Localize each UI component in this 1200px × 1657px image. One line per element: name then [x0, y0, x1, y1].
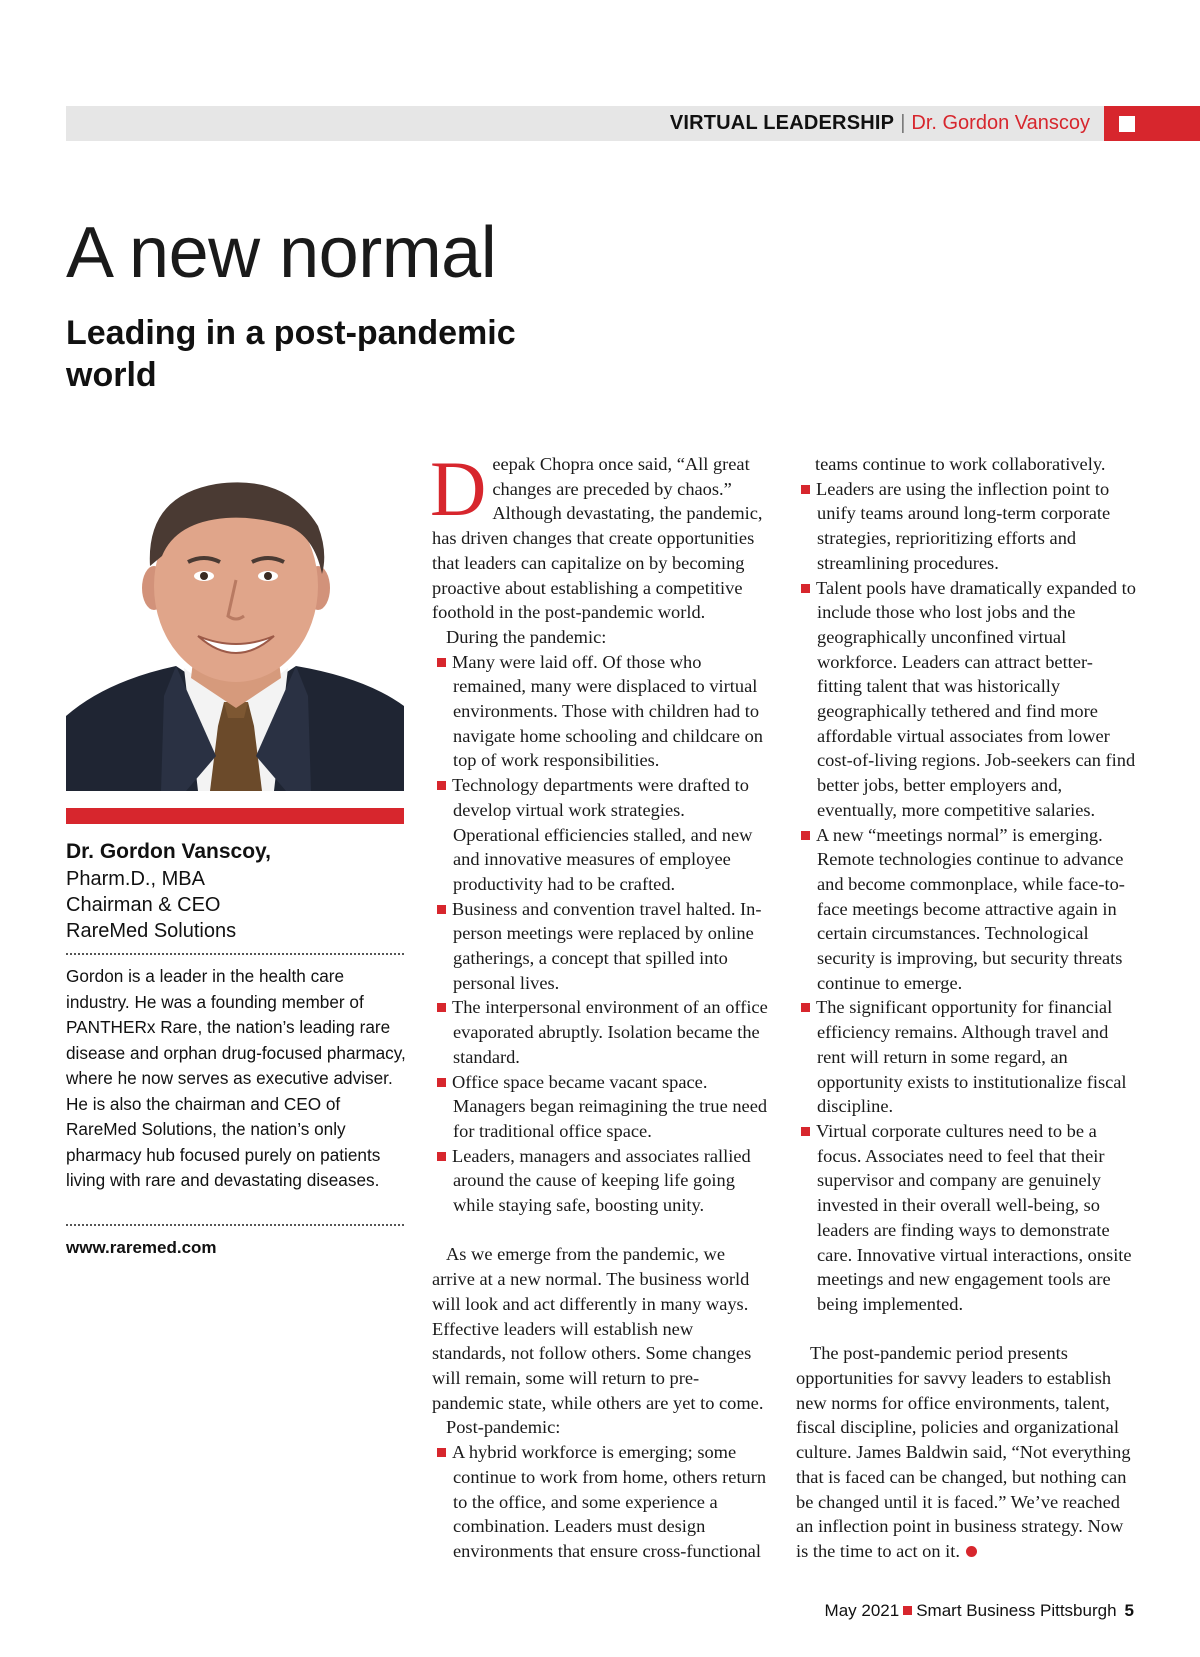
bullet-square-icon — [801, 831, 810, 840]
author-name: Dr. Gordon Vanscoy, — [66, 840, 271, 863]
bullet-square-icon — [437, 1078, 446, 1087]
footer-publication: Smart Business Pittsburgh — [916, 1601, 1117, 1620]
bullet-square-icon — [437, 1448, 446, 1457]
header-red-block — [1104, 106, 1200, 141]
list-item: Leaders, managers and associates rallied around the cause of keeping life going while staying safe, boosting unity. — [432, 1144, 768, 1218]
list-item: The significant opportunity for financial efficiency remains. Although travel and rent will return in some regard, an opportunity exists to institutionalize fiscal discipline. — [796, 995, 1136, 1119]
portrait-illustration — [66, 456, 404, 791]
bullet-square-icon — [437, 1152, 446, 1161]
list-item: A hybrid workforce is emerging; some continue to work from home, others return to the office, and some experience a combination. Leaders must design environments that ensure cross-functional — [432, 1440, 768, 1564]
photo-accent-bar — [66, 808, 404, 824]
paragraph-gap — [796, 1317, 1136, 1342]
during-heading: During the pandemic: — [446, 626, 607, 647]
page-number: 5 — [1124, 1601, 1134, 1620]
body-column-1 — [430, 445, 768, 1564]
author-photo — [66, 456, 404, 791]
intro-text: eepak Chopra once said, “All great changes are preceded by chaos.” Although devastating, the pandemic, has driven changes that create opportunities that leaders can capitalize on by becoming proactive about establishing a competitive foothold in the post-pandemic world. — [432, 454, 763, 623]
footer-date: May 2021 — [824, 1601, 900, 1620]
square-icon — [1119, 116, 1135, 132]
running-header — [670, 106, 1090, 141]
list-item: Leaders are using the inflection point to unify teams around long-term corporate strategies, reprioritizing efforts and streamlining procedures. — [796, 477, 1136, 576]
emerge-paragraph: As we emerge from the pandemic, we arrive at a new normal. The business world will look and act differently in many ways. Effective leaders will establish new standards, not follow others. Some changes will remain, some will return to pre-pandemic state, while others are yet to come. — [432, 1244, 764, 1413]
footer-square-icon — [903, 1606, 912, 1615]
bullet-square-icon — [437, 905, 446, 914]
author-role: Chairman & CEO — [66, 894, 221, 916]
list-item: Business and convention travel halted. In-person meetings were replaced by online gatherings, a concept that spilled into personal lives. — [432, 897, 768, 996]
list-item: Talent pools have dramatically expanded to include those who lost jobs and the geographically unconfined virtual workforce. Leaders can attract better-fitting talent that was historically geographically tethered and find more affordable virtual associates from lower cost-of-living regions. Job-seekers can find better jobs, better employers and, eventually, more competitive salaries. — [796, 576, 1136, 823]
bullet-square-icon — [801, 485, 810, 494]
dotted-divider — [66, 953, 404, 955]
post-heading: Post-pandemic: — [446, 1417, 561, 1438]
header-separator: | — [900, 112, 906, 134]
header-author: Dr. Gordon Vanscoy — [911, 112, 1090, 134]
author-website-link[interactable]: www.raremed.com — [66, 1238, 217, 1257]
bullet-square-icon — [437, 658, 446, 667]
list-item: A new “meetings normal” is emerging. Remote technologies continue to advance and become commonplace, while face-to-face meetings become attractive again in certain circumstances. Technological security is improving, but security threats continue to emerge. — [796, 823, 1136, 996]
bullet-square-icon — [801, 584, 810, 593]
bullet-square-icon — [437, 781, 446, 790]
list-item: Virtual corporate cultures need to be a focus. Associates need to feel that their supervisor and company are genuinely invested in their overall well-being, so leaders are finding ways to demonstrate care. Innovative virtual interactions, onsite meetings and new engagement tools are being implemented. — [796, 1119, 1136, 1317]
author-credentials: Pharm.D., MBA — [66, 868, 205, 890]
article-title: A new normal — [66, 213, 497, 293]
closing-text: The post-pandemic period presents opportunities for savvy leaders to establish new norms for office environments, talent, fiscal discipline, policies and organizational culture. James Baldwin said, “Not everything that is faced can be changed, but nothing can be changed until it is faced.” We’ve reached an inflection point in business strategy. Now is the time to act on it. — [796, 1343, 1131, 1561]
end-mark-icon — [966, 1546, 977, 1557]
bullet-square-icon — [801, 1003, 810, 1012]
page-footer — [825, 1601, 1134, 1621]
author-bio: Gordon is a leader in the health care industry. He was a founding member of PANTHERx Rare, the nation’s leading rare disease and orphan drug-focused pharmacy, where he now serves as executive adviser. He is also the chairman and CEO of RareMed Solutions, the nation’s only pharmacy hub focused purely on patients living with rare and devastating diseases. — [66, 966, 406, 1190]
list-item: The interpersonal environment of an office evaporated abruptly. Isolation became the standard. — [432, 995, 768, 1069]
list-item: Many were laid off. Of those who remained, many were displaced to virtual environments. Those with children had to navigate home schooling and childcare on top of work responsibilities. — [432, 650, 768, 774]
author-company: RareMed Solutions — [66, 920, 237, 942]
list-item: Office space became vacant space. Managers began reimagining the true need for traditional office space. — [432, 1070, 768, 1144]
list-item-continuation: teams continue to work collaboratively. — [815, 454, 1106, 474]
header-band — [66, 106, 1200, 141]
dotted-divider — [66, 1224, 404, 1226]
drop-cap: D — [430, 445, 487, 532]
paragraph-gap — [432, 1218, 768, 1243]
section-label: VIRTUAL LEADERSHIP — [669, 112, 895, 134]
closing-paragraph — [796, 1341, 1136, 1563]
body-column-2 — [796, 452, 1136, 1564]
bullet-square-icon — [437, 1003, 446, 1012]
intro-paragraph — [430, 445, 768, 625]
list-item: Technology departments were drafted to develop virtual work strategies. Operational efficiencies stalled, and new and innovative measures of employee productivity had to be crafted. — [432, 773, 768, 897]
bullet-square-icon — [801, 1127, 810, 1136]
article-subtitle: Leading in a post-pandemic world — [66, 314, 516, 394]
